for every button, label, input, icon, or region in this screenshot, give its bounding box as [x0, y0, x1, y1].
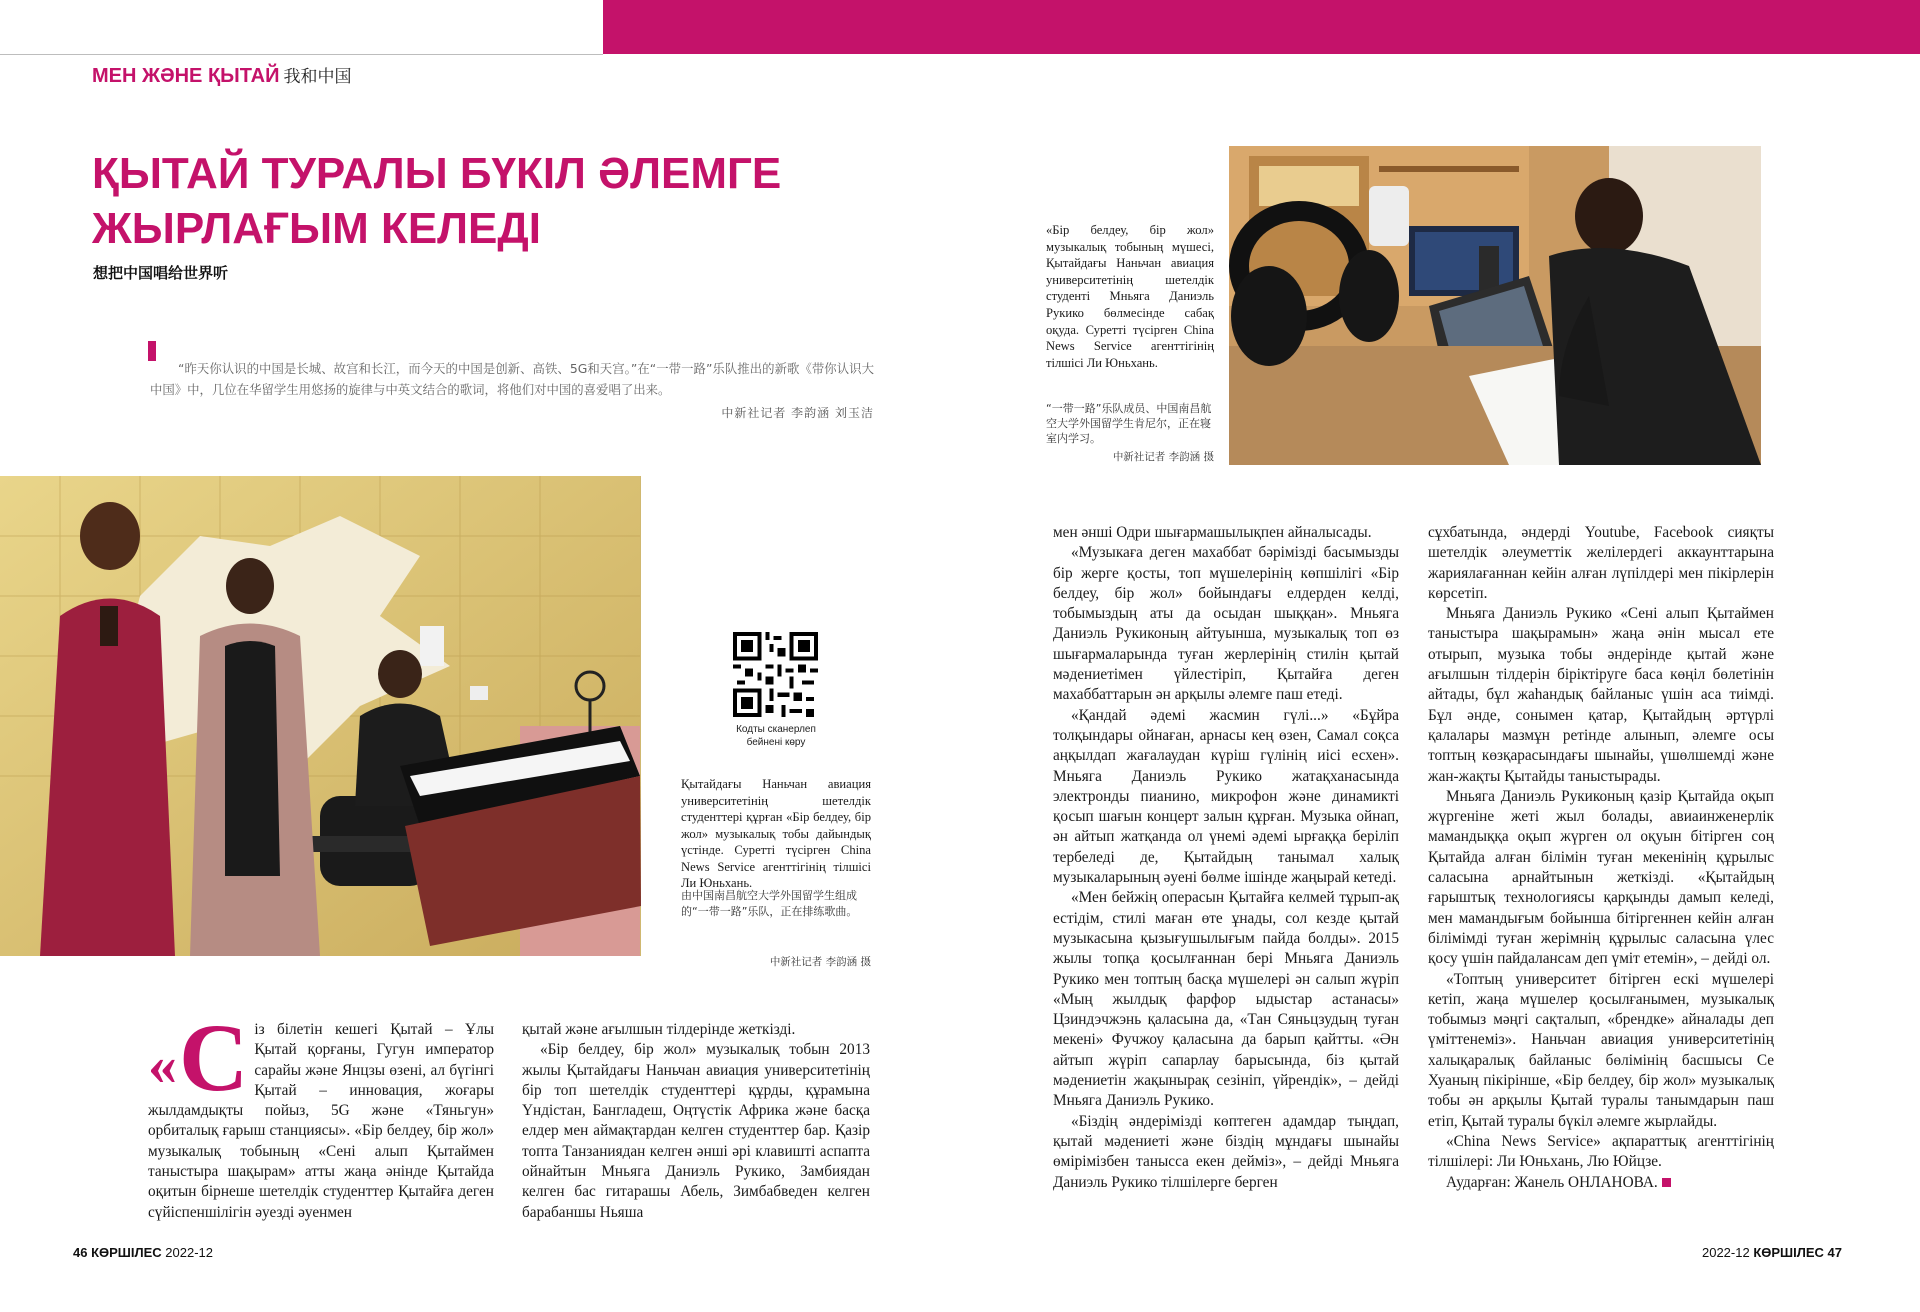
body-paragraph: қытай және ағылшын тілдерінде жеткізді.: [522, 1021, 796, 1038]
body-column-4: [1428, 523, 1774, 1193]
body-paragraph: «Мен бейжің операсын Қытайға келмей тұрып-ақ естідім, стилі маған өте ұнады, сол кезде қытай музыкасына қызығушылығым пайда болды». 2015 жылы топқа қосылғаннан бері Мньяга Даниэль Рукико мен топтың басқа мүшелері ән салып жүріп «Мың жылдық фарфор ыдыстар астанасы» Цзиндэчжэнь қаласына да, «Тан Сяньцзудың туған мекені» Фучжоу қаласына да барып қайтты. «Ән айтып жүріп сапарлау барысында, біз қытай мәдениетін жақынырақ сезініп, үйрендік», – дейді Мньяга Даниэль Рукико.: [1053, 889, 1399, 1110]
drop-cap: С: [179, 1004, 249, 1111]
page-number-right: 47: [1827, 1245, 1842, 1260]
body-paragraph: «Біздің әндерімізді көптеген адамдар тыңдап, қытай мәдениеті және біздің мұндағы шынайы өмірімізбен танысса екен дейміз», – дейді Мньяга Даниэль Рукико тілшілерге берген: [1053, 1112, 1399, 1191]
magazine-name-left: КӨРШІЛЕС: [91, 1245, 162, 1260]
qr-caption: Кодты сканерлеп бейнені көру: [736, 724, 816, 748]
body-paragraph: «Қандай әдемі жасмин гүлі...» «Бұйра толқындары ойнаған, арнасы кең өзен, Самал соқса аңқылдап жағалаудан күріш гүлінің иісі есхен». Мньяга Даниэль Рукико жатақханасында электронды пианино, микрофон және динамикті қосып шағын концерт залын құрған. Музыка ойнап, ән айтып жатқанда ол үнемі әдемі ырғаққа беріліп тербеледі де, Қытайдың танымал халық музыкаларының әуені бөлме ішінде жаңырай кетеді.: [1053, 706, 1399, 887]
article-title-line-2: ЖЫРЛАҒЫМ КЕЛЕДІ: [92, 204, 541, 253]
body-column-1: [148, 1004, 494, 1223]
body-paragraph: Мньяга Даниэль Рукико «Сені алып Қытаймен таныстыра шақырамын» жаңа әнін мысал ете отырып, музыка тобы әндерінде қытай және ағылшын тілдерін біріктіруге баса көңіл бөлетінін айтады, бұл жаһандық байланыс үшін аса тиімді. Бұл әнде, сонымен қатар, Қытайдың әртүрлі қалалары мазмұн ретінде алынып, әлемге осы топтың көзқарасындағы шынайы, үшөлшемді және жан-жақты Қытайды таныстырады.: [1428, 605, 1774, 785]
section-title-zh: 我和中国: [283, 67, 352, 86]
magazine-name-right: КӨРШІЛЕС: [1753, 1245, 1824, 1260]
issue-right: 2022-12: [1701, 1245, 1750, 1260]
drop-quote-mark: «: [148, 1032, 177, 1097]
end-mark-icon: [1662, 1178, 1671, 1187]
issue-left: 2022-12: [165, 1245, 214, 1260]
body-paragraph: мен әнші Одри шығармашылықпен айналысады.: [1053, 524, 1372, 541]
photo-left-caption: Қытайдағы Наньчан авиация университетінің шетелдік студенттері құрған «Бір белдеу, бір жол» музыкалық тобы дайындық үстінде. Суретті түсірген China News Service агенттігінің тілшісі Ли Юньхань.: [681, 777, 871, 890]
body-paragraph-text: із білетін кешегі Қытай – Ұлы Қытай қорғаны, Гугун император сарайы және Янцзы өзені, ал бүгінгі Қытай – инновация, жоғары жылдамдықты пойыз, 5G және «Тяньгун» орбиталық ғарыш станциясы». «Бір белдеу, бір жол» музыкалық тобының «Сені алып Қытаймен таныстыра шақырам» атты жаңа әнінде Қытайда оқитын бірнеше шетелдік студенттер Қытайға деген сүйіспеншілігін әуезді әуенмен: [148, 1021, 494, 1221]
header-rule: [0, 54, 603, 55]
photo-student-studying: [1229, 146, 1761, 465]
photo-right-credit: 中新社记者 李韵涵 摄: [1112, 451, 1214, 463]
photo-right-caption-zh: “一带一路”乐队成员、中国南昌航空大学外国留学生肯尼尔，正在寝室内学习。: [1046, 402, 1212, 445]
body-paragraph: сұхбатында, әндерді Youtube, Facebook сияқты шетелдік әлеуметтік желілердегі аккаунттарына жариялағаннан кейін алған лүпілдері мен пікірлерін көрсетіп.: [1428, 524, 1774, 602]
lead-credit: 中新社记者 李韵涵 刘玉洁: [721, 406, 874, 420]
footer-left: [73, 1245, 213, 1260]
body-paragraph: [148, 1004, 494, 1223]
body-paragraph: Мньяга Даниэль Рукиконың қазір Қытайда оқып жүргеніне жеті жыл болады, авиаинженерлік мамандыққа оқып жүрген ол оқуын бітірген соң Қытайда алған білімін туған мекенінің құрылыс саласына арнайтынын жеткізді. «Қытайдың ғарыштық технологиясы қарқынды дамып келеді, мен мамандығым бойынша бітіргеннен кейін алған білімімді туған жерімнің құрылыс саласына үлес қосу үшін пайдалансам деп үміт етемін», – дейді ол.: [1428, 787, 1774, 968]
article-subtitle-zh: 想把中国唱给世界听: [93, 264, 229, 282]
body-column-3: [1053, 523, 1399, 1193]
body-paragraph: «Топтың университет бітірген ескі мүшелері кетіп, жаңа мүшелер қосылғанымен, музыкалық тобымыз мәңгі сақталып, «брендке» айналады деп үміттенеміз». Наньчан авиация университетінің халықаралық байланыс бөлімінің басшысы Се Хуаның пікірінше, «Бір белдеу, бір жол» музыкалық тобы ән арқылы Қытай туралы танымдарын паш етіп, Қытай туралы бүкіл әлемге жырлайды.: [1428, 970, 1774, 1130]
photo-left-credit: 中新社记者 李韵涵 摄: [769, 956, 871, 968]
footer-right: [1702, 1245, 1842, 1260]
qr-code[interactable]: [733, 632, 818, 717]
body-paragraph: «China News Service» ақпараттық агенттігінің тілшілері: Ли Юньхань, Лю Юйцзе.: [1428, 1132, 1774, 1171]
lead-paragraph-zh: “昨天你认识的中国是长城、故宫和长江，而今天的中国是创新、高铁、5G和天宫。”在“一带一路”乐队推出的新歌《带你认识大中国》中，几位在华留学生用悠扬的旋律与中英文结合的歌词，将他们对中国的喜爱唱了出来。: [150, 361, 874, 397]
article-title: [92, 146, 812, 256]
photo-left-caption-zh: 由中国南昌航空大学外国留学生组成的“一带一路”乐队，正在排练歌曲。: [681, 889, 858, 918]
article-title-line-1: ҚЫТАЙ ТУРАЛЫ БҮКІЛ ӘЛЕМГЕ: [92, 149, 782, 198]
photo-band-rehearsal: [0, 476, 641, 956]
section-title-kz: МЕН ЖӘНЕ ҚЫТАЙ: [92, 65, 280, 87]
body-paragraph: «Музыкаға деген махаббат бәрімізді басымызды бір жерге қосты, топ мүшелерінің көпшілігі «Бір белдеу, бір жол» бойындағы елдерден келді, тобымыздың аты да осыдан шыққан». Мньяга Даниэль Рукиконың айтуынша, музыкалық топ өз шығармаларында туған жерлерінің стилін қытай мәдениетімен үйлестіріп, Қытайға деген махаббаттарын ән арқылы әлемге паш етеді.: [1053, 544, 1399, 704]
magenta-top-bar: [603, 0, 1920, 54]
body-column-2: [522, 1020, 870, 1223]
body-paragraph: [1428, 1173, 1774, 1193]
section-header: [92, 62, 352, 88]
body-paragraph: «Бір белдеу, бір жол» музыкалық тобын 2013 жылы Қытайдағы Наньчан авиация университетінің бір топ шетелдік студенттері құрды, құрамына Үндістан, Бангладеш, Оңтүстік Африка және басқа елдер мен аймақтардан келген студенттер бар. Қазір топта Танзаниядан келген әнші әрі клавишті аспапта ойнайтын Мньяга Даниэль Рукико, Замбиядан келген бас гитарашы Абель, Зимбабведен келген барабаншы Ньяша: [522, 1041, 870, 1221]
photo-right-caption: «Бір белдеу, бір жол» музыкалық тобының мүшесі, Қытайдағы Наньчан авиация университетінің шетелдік студенті Мньяга Даниэль Рукико бөлмесінде сабақ оқуда. Суретті түсірген China News Service агенттігінің тілшісі Ли Юньхань.: [1046, 223, 1214, 370]
page-number-left: 46: [73, 1245, 88, 1260]
translator-credit: Аударған: Жанель ОНЛАНОВА.: [1446, 1173, 1658, 1191]
